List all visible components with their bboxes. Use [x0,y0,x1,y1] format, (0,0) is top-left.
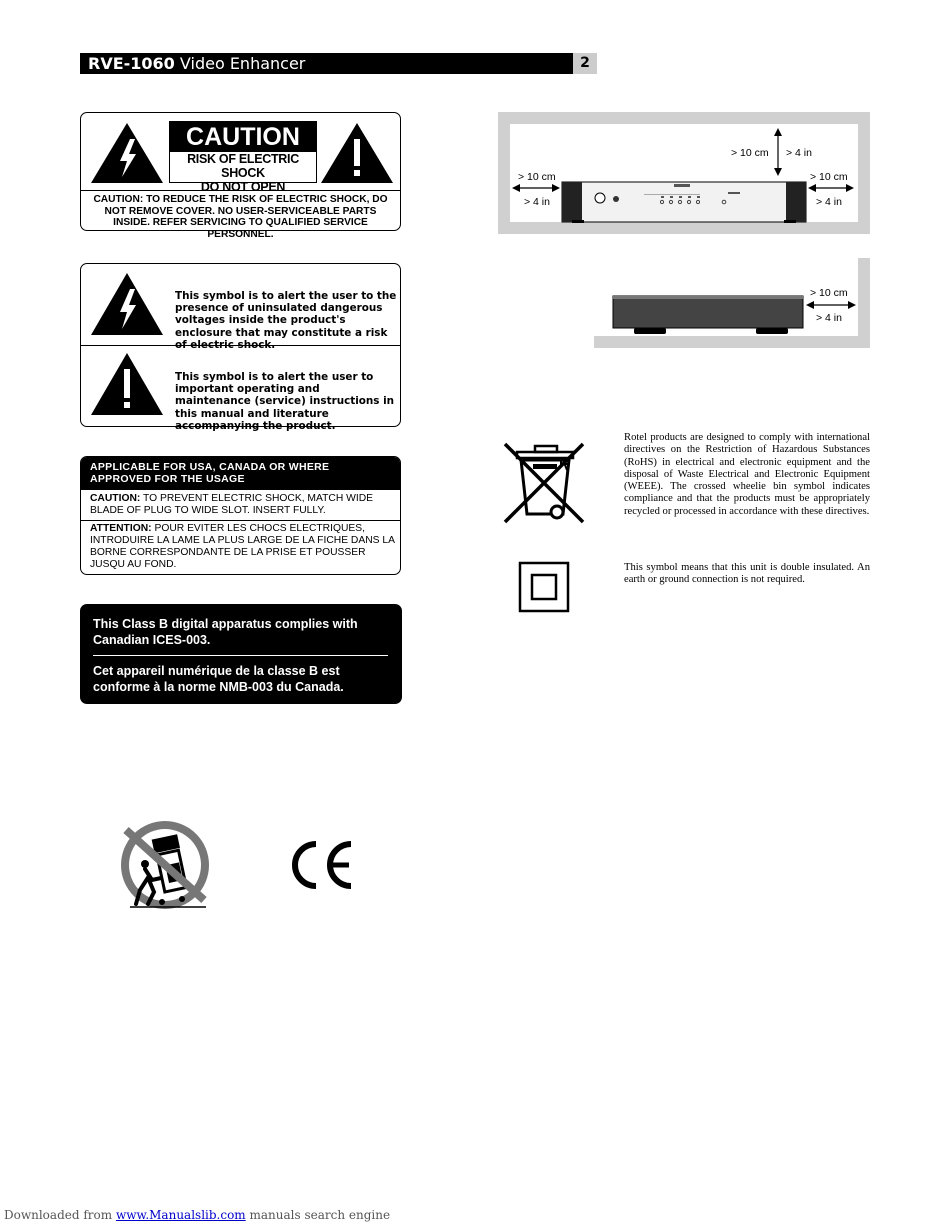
top-clearance-in: > 4 in [786,147,812,159]
usa-caution-text: TO PREVENT ELECTRIC SHOCK, MATCH WIDE BLADE OF PLUG TO WIDE SLOT. INSERT FULLY. [90,493,374,516]
footer [4,1208,390,1222]
usa-divider [81,520,400,521]
usa-caution-paragraph [90,493,396,517]
front-clearance-diagram [498,112,870,234]
page-header [80,53,597,74]
weee-text: Rotel products are designed to comply with international directives on the Restriction of Hazardous Substances (RoHS) in electrical and electronic equipment and the disposal of Waste Electrical and Electronic Equipment (WEEE). The crossed wheelie bin symbol indicates compliance and that the products must be appropriately recycled or processed in accordance with these directives. [624,432,870,517]
exclamation-warning-icon [319,121,395,185]
symbols-divider [81,345,400,346]
symbols-explanation [80,263,401,432]
page-number: 2 [573,53,597,74]
caution-word: CAUTION [170,122,316,152]
lightning-symbol-text: This symbol is to alert the user to the presence of uninsulated dangerous voltages inside the product's enclosure that may constitute a risk of electric shock. [175,290,397,351]
exclamation-symbol-text: This symbol is to alert the user to important operating and maintenance (service) instructions in this manual and literature accompanying the product. [175,371,395,432]
caution-divider [81,190,400,191]
usa-attention-label: ATTENTION: [90,523,152,534]
caution-risk-line: RISK OF ELECTRIC SHOCK [187,152,299,180]
top-clearance-cm: > 10 cm [731,147,769,159]
product-title: Video Enhancer [179,54,306,73]
usa-attention-paragraph [90,523,396,571]
caution-center-panel [169,121,317,194]
left-clearance-cm: > 10 cm [518,171,556,183]
lightning-warning-icon [89,121,165,185]
usa-canada-notice [80,456,401,575]
class-b-notice [80,604,402,704]
side-clearance-cm: > 10 cm [810,287,848,299]
double-insulated-icon [518,561,570,613]
class-b-divider [93,655,388,656]
caution-do-not-open: DO NOT OPEN [200,180,286,194]
model-name: RVE-1060 [88,54,175,73]
left-clearance-in: > 4 in [524,196,550,208]
usa-attention-text: POUR EVITER LES CHOCS ELECTRIQUES, INTRODUIRE LA LAME LA PLUS LARGE DE LA FICHE DANS LA BORNE CORRESPONDANTE DE LA PRISE ET POUSSER JUSQU AU FOND. [90,523,395,570]
right-clearance-cm: > 10 cm [810,171,848,183]
double-insulated-text: This symbol means that this unit is double insulated. An earth or ground connection is not required. [624,562,870,586]
cart-tip-over-warning-icon [118,818,214,912]
manualslib-link[interactable]: www.Manualslib.com [115,1208,246,1222]
footer-suffix: manuals search engine [245,1208,391,1222]
exclamation-symbol-icon [89,351,165,417]
ce-mark-icon [287,840,355,890]
usa-caution-label: CAUTION: [90,493,141,504]
side-clearance-in: > 4 in [816,312,842,324]
header-title [88,53,305,74]
caution-warning-text: CAUTION: TO REDUCE THE RISK OF ELECTRIC SHOCK, DO NOT REMOVE COVER. NO USER-SERVICEABLE PARTS INSIDE. REFER SERVICING TO QUALIFIED SERVICE PERSONNEL. [93,194,388,240]
usa-heading: APPLICABLE FOR USA, CANADA OR WHERE APPROVED FOR THE USAGE [81,457,400,490]
class-b-french: Cet appareil numérique de la classe B est conforme à la norme NMB-003 du Canada. [93,664,344,694]
crossed-wheelie-bin-icon [499,440,589,526]
side-clearance-diagram [594,258,870,348]
lightning-symbol-icon [89,271,165,337]
class-b-english: This Class B digital apparatus complies with Canadian ICES-003. [93,617,358,647]
right-clearance-in: > 4 in [816,196,842,208]
footer-prefix: Downloaded from [4,1208,116,1222]
caution-label [80,112,401,240]
